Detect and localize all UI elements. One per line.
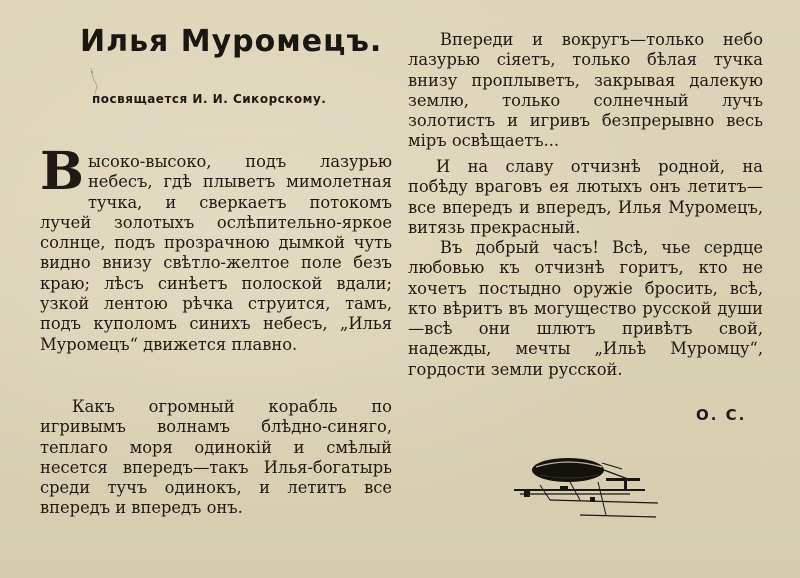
left-paragraph-2: Какъ огромный корабль по игривымъ волнамъ блѣдно-синяго, теплаго моря одинокій и смѣлый несется впередъ—такъ Илья-богатырь среди тучъ одинокъ, и летитъ все впередъ и впередъ онъ. xyxy=(40,397,392,518)
dedication-line: посвящается И. И. Сикорскому. xyxy=(92,92,327,106)
article-title: Илья Муромецъ. xyxy=(80,24,383,59)
drop-cap: В xyxy=(40,141,84,202)
right-paragraph-3: Въ добрый часъ! Всѣ, чье сердце любовью къ отчизнѣ горитъ, кто не хочетъ постыдно оружіе бросить, всѣ, кто вѣритъ въ могущество русской души—всѣ они шлютъ привѣтъ свой, надежды, мечты „Ильѣ Муромцу“, гордости земли русской. xyxy=(408,238,763,379)
airship-illustration xyxy=(510,445,660,525)
left-paragraph-1-text: ысоко-высоко, подъ лазурью небесъ, гдѣ плыветъ мимолетная тучка, и сверкаетъ потокомъ лучей золотыхъ ослѣпительно-яркое солнце, подъ прозрачною дымкой чуть видно внизу свѣтло-желтое поле безъ краю; лѣсъ синѣетъ полоской вдали; узкой лентою рѣчка струится, тамъ, подъ куполомъ синихъ небесъ, „Илья Муромецъ“ движется плавно. xyxy=(40,152,392,354)
right-paragraph-1: Впереди и вокругъ—только небо лазурью сіяетъ, только бѣлая тучка внизу проплыветъ, закрывая далекую землю, только солнечный лучъ золотистъ и игривъ безпрерывно весь міръ освѣщаетъ... xyxy=(408,30,763,151)
author-signature: О. С. xyxy=(696,406,747,424)
right-paragraph-2: И на славу отчизнѣ родной, на побѣду враговъ ея лютыхъ онъ летитъ—все впередъ и впередъ, Илья Муромецъ, витязь прекрасный. xyxy=(408,157,763,237)
left-paragraph-1 xyxy=(40,141,392,355)
